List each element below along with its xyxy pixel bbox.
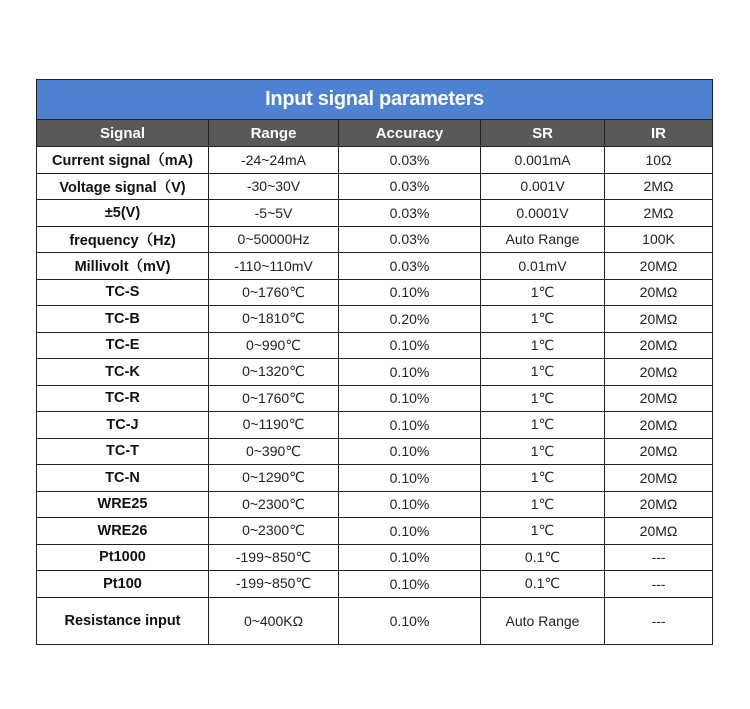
signal-cell: WRE25 — [37, 491, 209, 518]
accuracy-cell: 0.10% — [339, 279, 481, 306]
accuracy-cell: 0.10% — [339, 518, 481, 545]
column-header-row — [37, 120, 713, 147]
table-title: Input signal parameters — [37, 80, 713, 120]
ir-cell: 20MΩ — [605, 332, 713, 359]
sr-cell: Auto Range — [481, 597, 605, 644]
ir-cell: 20MΩ — [605, 306, 713, 333]
table-row — [37, 147, 713, 174]
ir-cell: 20MΩ — [605, 359, 713, 386]
sr-cell: 1℃ — [481, 385, 605, 412]
range-cell: 0~1320℃ — [209, 359, 339, 386]
accuracy-cell: 0.10% — [339, 385, 481, 412]
signal-cell: TC-R — [37, 385, 209, 412]
ir-cell: 20MΩ — [605, 279, 713, 306]
table-row — [37, 226, 713, 253]
ir-cell: --- — [605, 571, 713, 598]
table-row — [37, 306, 713, 333]
table-row — [37, 173, 713, 200]
signal-cell: TC-K — [37, 359, 209, 386]
signal-cell: Current signal（mA) — [37, 147, 209, 174]
ir-cell: 20MΩ — [605, 491, 713, 518]
signal-cell: ±5(V) — [37, 200, 209, 227]
signal-cell: WRE26 — [37, 518, 209, 545]
accuracy-cell: 0.10% — [339, 412, 481, 439]
sr-cell: 1℃ — [481, 491, 605, 518]
sr-cell: 0.001V — [481, 173, 605, 200]
accuracy-cell: 0.10% — [339, 597, 481, 644]
sr-cell: 1℃ — [481, 412, 605, 439]
accuracy-cell: 0.10% — [339, 491, 481, 518]
column-header-sr: SR — [481, 120, 605, 147]
accuracy-cell: 0.03% — [339, 253, 481, 280]
signal-cell: TC-N — [37, 465, 209, 492]
table-body — [37, 147, 713, 645]
accuracy-cell: 0.20% — [339, 306, 481, 333]
signal-cell: Voltage signal（V) — [37, 173, 209, 200]
accuracy-cell: 0.03% — [339, 147, 481, 174]
accuracy-cell: 0.10% — [339, 544, 481, 571]
range-cell: 0~990℃ — [209, 332, 339, 359]
table-row — [37, 332, 713, 359]
ir-cell: 2MΩ — [605, 173, 713, 200]
accuracy-cell: 0.03% — [339, 173, 481, 200]
range-cell: 0~1760℃ — [209, 385, 339, 412]
ir-cell: --- — [605, 544, 713, 571]
range-cell: 0~390℃ — [209, 438, 339, 465]
column-header-ir: IR — [605, 120, 713, 147]
range-cell: -199~850℃ — [209, 571, 339, 598]
sr-cell: 0.0001V — [481, 200, 605, 227]
ir-cell: 20MΩ — [605, 253, 713, 280]
signal-parameters-table — [36, 79, 713, 645]
sr-cell: Auto Range — [481, 226, 605, 253]
column-header-accuracy: Accuracy — [339, 120, 481, 147]
range-cell: 0~2300℃ — [209, 491, 339, 518]
table-row — [37, 571, 713, 598]
table-row — [37, 544, 713, 571]
signal-cell: TC-S — [37, 279, 209, 306]
sr-cell: 0.1℃ — [481, 571, 605, 598]
accuracy-cell: 0.10% — [339, 571, 481, 598]
signal-cell: Pt100 — [37, 571, 209, 598]
sr-cell: 1℃ — [481, 518, 605, 545]
signal-cell: TC-E — [37, 332, 209, 359]
sr-cell: 1℃ — [481, 306, 605, 333]
ir-cell: 20MΩ — [605, 465, 713, 492]
range-cell: 0~2300℃ — [209, 518, 339, 545]
sr-cell: 1℃ — [481, 332, 605, 359]
signal-cell: TC-B — [37, 306, 209, 333]
column-header-signal: Signal — [37, 120, 209, 147]
sr-cell: 0.1℃ — [481, 544, 605, 571]
range-cell: -24~24mA — [209, 147, 339, 174]
ir-cell: 20MΩ — [605, 438, 713, 465]
signal-cell: TC-J — [37, 412, 209, 439]
range-cell: 0~1290℃ — [209, 465, 339, 492]
range-cell: 0~50000Hz — [209, 226, 339, 253]
table-title-row — [37, 80, 713, 120]
ir-cell: 10Ω — [605, 147, 713, 174]
ir-cell: 100K — [605, 226, 713, 253]
ir-cell: 20MΩ — [605, 412, 713, 439]
signal-cell: Resistance input — [37, 597, 209, 644]
signal-cell: Pt1000 — [37, 544, 209, 571]
range-cell: 0~1760℃ — [209, 279, 339, 306]
table-row — [37, 412, 713, 439]
range-cell: -30~30V — [209, 173, 339, 200]
table-row — [37, 385, 713, 412]
range-cell: 0~1190℃ — [209, 412, 339, 439]
sr-cell: 1℃ — [481, 279, 605, 306]
ir-cell: --- — [605, 597, 713, 644]
signal-cell: Millivolt（mV) — [37, 253, 209, 280]
range-cell: -110~110mV — [209, 253, 339, 280]
accuracy-cell: 0.10% — [339, 438, 481, 465]
accuracy-cell: 0.10% — [339, 465, 481, 492]
sr-cell: 1℃ — [481, 438, 605, 465]
range-cell: 0~400KΩ — [209, 597, 339, 644]
range-cell: 0~1810℃ — [209, 306, 339, 333]
sr-cell: 0.001mA — [481, 147, 605, 174]
accuracy-cell: 0.10% — [339, 359, 481, 386]
signal-cell: frequency（Hz) — [37, 226, 209, 253]
table-row — [37, 359, 713, 386]
table-row — [37, 438, 713, 465]
sr-cell: 1℃ — [481, 359, 605, 386]
ir-cell: 20MΩ — [605, 518, 713, 545]
range-cell: -5~5V — [209, 200, 339, 227]
range-cell: -199~850℃ — [209, 544, 339, 571]
table-row — [37, 465, 713, 492]
table-row — [37, 253, 713, 280]
signal-cell: TC-T — [37, 438, 209, 465]
ir-cell: 2MΩ — [605, 200, 713, 227]
accuracy-cell: 0.10% — [339, 332, 481, 359]
sr-cell: 0.01mV — [481, 253, 605, 280]
column-header-range: Range — [209, 120, 339, 147]
table-row — [37, 200, 713, 227]
table-row — [37, 518, 713, 545]
accuracy-cell: 0.03% — [339, 226, 481, 253]
table-row — [37, 279, 713, 306]
sr-cell: 1℃ — [481, 465, 605, 492]
table-row — [37, 597, 713, 644]
table-row — [37, 491, 713, 518]
ir-cell: 20MΩ — [605, 385, 713, 412]
accuracy-cell: 0.03% — [339, 200, 481, 227]
